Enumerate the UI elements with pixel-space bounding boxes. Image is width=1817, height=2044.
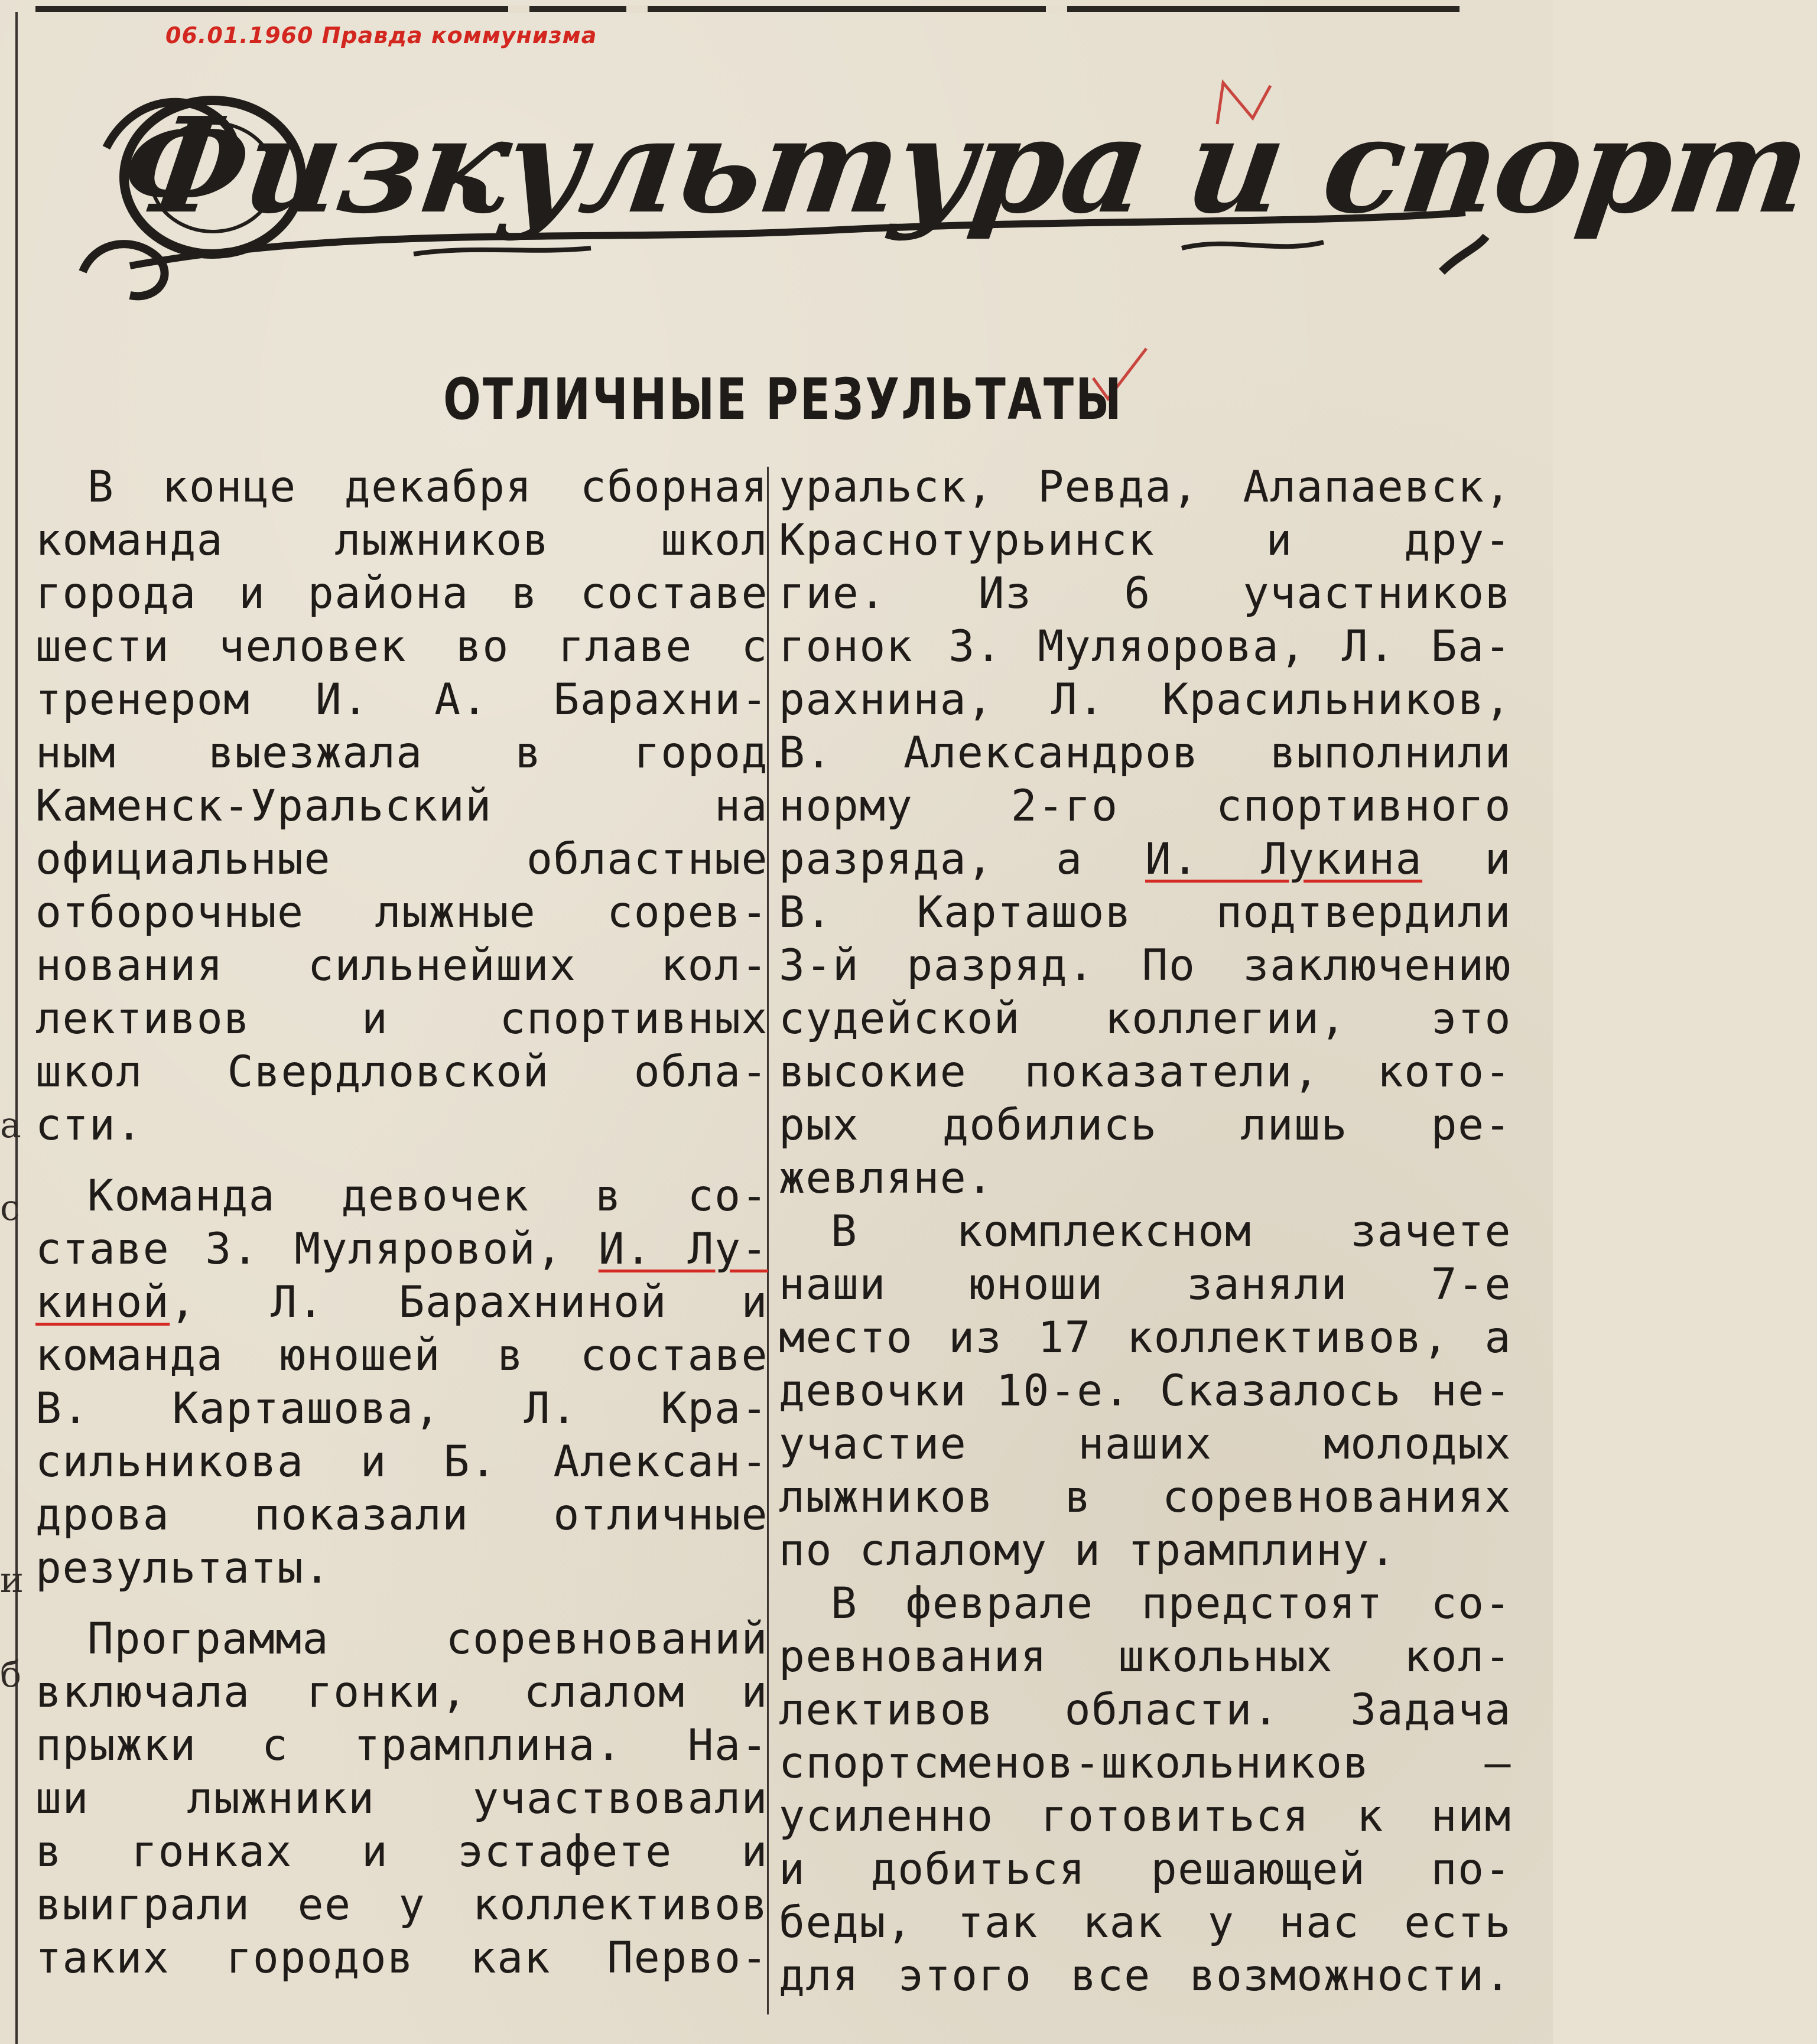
text-line: результаты.: [35, 1543, 331, 1593]
text-line: города и района в составе: [35, 568, 768, 619]
text-line: Команда девочек в со-: [87, 1171, 768, 1221]
text-line: команда юношей в составе: [35, 1330, 768, 1381]
margin-fragment: с: [0, 1187, 20, 1229]
text-line: команда лыжников школ: [35, 515, 768, 565]
red-pencil-mark-icon: [1211, 77, 1276, 130]
text-line: лективов области. Задача: [779, 1685, 1512, 1735]
text-line: и добиться решающей по-: [779, 1844, 1512, 1895]
text-line: гонок З. Муляорова, Л. Ба-: [779, 621, 1512, 672]
margin-fragment: б: [0, 1654, 22, 1695]
text-line: наши юноши заняли 7-е: [779, 1259, 1512, 1310]
underlined-name: киной: [35, 1277, 170, 1327]
article-column-right: [779, 461, 1512, 2003]
article-column-left: [35, 461, 768, 1985]
top-rule: [35, 6, 1460, 12]
text-line: Краснотурьинск и дру-: [779, 515, 1512, 565]
text-line: дрова показали отличные: [35, 1490, 768, 1540]
text-line: сти.: [35, 1100, 143, 1150]
text-line: В. Карташова, Л. Кра-: [35, 1384, 768, 1434]
text-line: ным выезжала в город: [35, 728, 768, 778]
date-source-stamp: 06.01.1960 Правда коммунизма: [165, 22, 597, 48]
text-line: по слалому и трамплину.: [779, 1525, 1397, 1576]
text-line: для этого все возможности.: [779, 1951, 1512, 2001]
text-line: место из 17 коллективов, а: [779, 1313, 1512, 1363]
text-line: высокие показатели, кото-: [779, 1047, 1512, 1097]
text-line: ставе З. Муляровой, И. Лу-: [35, 1224, 769, 1274]
text-line: В. Карташов подтвердили: [779, 887, 1512, 938]
text-line: жевляне.: [779, 1153, 994, 1203]
text-line: уральск, Ревда, Алапаевск,: [779, 462, 1512, 512]
text-line: В феврале предстоят со-: [831, 1578, 1512, 1629]
text-line: таких городов как Перво-: [35, 1933, 768, 1983]
text-line: усиленно готовиться к ним: [779, 1791, 1512, 1841]
text-line: девочки 10-е. Сказалось не-: [779, 1366, 1512, 1416]
text-line: Каменск-Уральский на: [35, 781, 768, 831]
text-line: в гонках и эстафете и: [35, 1827, 768, 1877]
text-line: киной, Л. Барахниной и: [35, 1277, 768, 1327]
left-margin-rule: [15, 12, 18, 2044]
text-line: нования сильнейших кол-: [35, 940, 768, 991]
underlined-name: И. Лу-: [598, 1224, 769, 1274]
text-line: гие. Из 6 участников: [779, 568, 1512, 619]
text-line: Программа соревнований: [87, 1614, 768, 1664]
text-line: выиграли ее у коллективов: [35, 1880, 768, 1930]
text-line: сильникова и Б. Алексан-: [35, 1437, 768, 1487]
margin-fragment: и: [0, 1560, 24, 1601]
article-title: ОТЛИЧНЫЕ РЕЗУЛЬТАТЫ: [443, 366, 1123, 432]
text-line: школ Свердловской обла-: [35, 1047, 768, 1097]
text-line: участие наших молодых: [779, 1419, 1512, 1469]
text-line: рых добились лишь ре-: [779, 1100, 1512, 1150]
text-line: В. Александров выполнили: [779, 728, 1512, 778]
text-line: 3-й разряд. По заключению: [779, 940, 1512, 991]
text-line: судейской коллегии, это: [779, 994, 1512, 1044]
text-line: В комплексном зачете: [831, 1206, 1512, 1257]
text-line: лективов и спортивных: [35, 994, 768, 1044]
text-line: рахнина, Л. Красильников,: [779, 675, 1512, 725]
text-line: лыжников в соревнованиях: [779, 1472, 1512, 1522]
section-heading-text: Физкультура и спорт: [113, 89, 1817, 243]
text-line: прыжки с трамплина. На-: [35, 1720, 768, 1770]
text-line: разряда, а И. Лукина и: [779, 834, 1512, 884]
text-line: ши лыжники участвовали: [35, 1773, 768, 1824]
text-line: включала гонки, слалом и: [35, 1667, 768, 1717]
text-line: спортсменов-школьников —: [779, 1738, 1512, 1788]
text-line: норму 2-го спортивного: [779, 781, 1512, 831]
text-line: официальные областные: [35, 834, 768, 884]
text-line: ревнования школьных кол-: [779, 1632, 1512, 1682]
text-line: В конце декабря сборная: [87, 462, 768, 512]
margin-fragment: а: [0, 1105, 21, 1146]
text-line: отборочные лыжные сорев-: [35, 887, 768, 938]
text-line: тренером И. А. Барахни-: [35, 675, 768, 725]
text-line: беды, так как у нас есть: [779, 1897, 1512, 1948]
underlined-name: И. Лукина: [1145, 834, 1423, 884]
text-line: шести человек во главе с: [35, 621, 768, 672]
